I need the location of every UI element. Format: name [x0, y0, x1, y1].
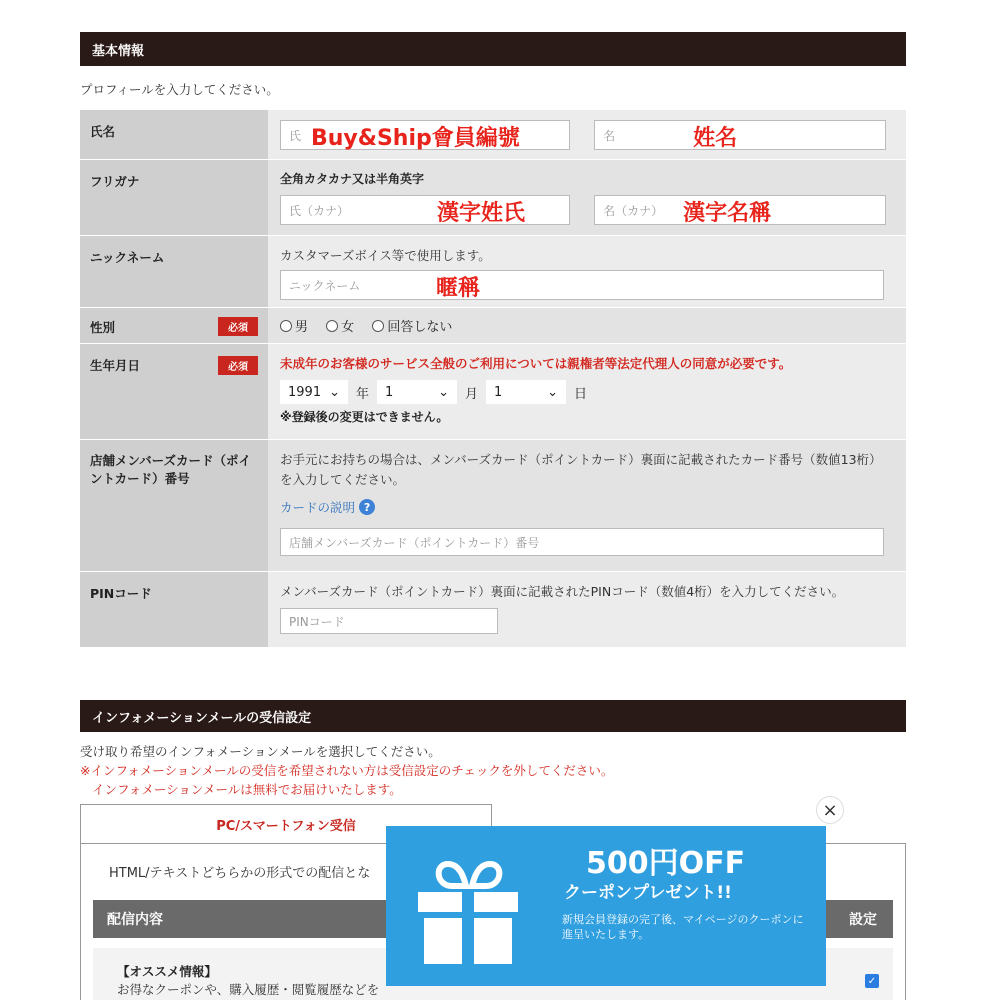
radio-circle-icon	[280, 320, 292, 332]
furigana-note: 全角カタカナ又は半角英字	[280, 172, 425, 186]
required-badge: 必須	[218, 317, 258, 336]
mei-placeholder: 名	[603, 128, 616, 143]
label-birthday: 生年月日	[90, 358, 141, 373]
radio-circle-icon	[326, 320, 338, 332]
row-gender	[80, 308, 906, 344]
section-title-text: インフォメーションメールの受信設定	[92, 710, 312, 726]
nickname-note: カスタマーズボイス等で使用します。	[280, 248, 491, 263]
card-note: お手元にお持ちの場合は、メンバーズカード（ポイントカード）裏面に記載されたカード番号（数値13桁）を入力してください。	[280, 452, 882, 487]
mei-kana-overlay-annotation: 漢字名稱	[683, 201, 772, 226]
section-title-text: 基本情報	[92, 43, 145, 59]
pin-note: メンバーズカード（ポイントカード）裏面に記載されたPINコード（数値4桁）を入力してください。	[280, 584, 845, 599]
pin-placeholder: PINコード	[289, 614, 345, 629]
gift-icon	[416, 856, 520, 966]
radio-circle-icon	[372, 320, 384, 332]
mei-input[interactable]	[594, 120, 886, 150]
label-name: 氏名	[80, 110, 268, 159]
label-nickname: ニックネーム	[80, 236, 268, 307]
birth-day-select[interactable]: 1 ⌄	[486, 380, 566, 404]
nickname-placeholder: ニックネーム	[289, 278, 361, 293]
mail-line2: ※インフォメーションメールの受信を希望されない方は受信設定のチェックを外してください。	[80, 763, 614, 778]
gender-radio-male[interactable]: 男	[280, 316, 308, 335]
row-card	[80, 440, 906, 572]
card-help-link[interactable]: カードの説明 ?	[280, 498, 375, 516]
mail-format-desc: HTML/テキストどちらかの形式での配信とな	[109, 866, 371, 881]
sei-overlay-annotation: Buy&Ship會員編號	[311, 126, 520, 151]
chevron-down-icon: ⌄	[547, 384, 559, 400]
promo-subtitle: クーポンプレゼント!!	[564, 883, 732, 903]
item-desc: お得なクーポンや、購入履歴・閲覧履歴などを	[117, 982, 380, 997]
pin-input[interactable]	[280, 608, 498, 634]
row-name	[80, 110, 906, 160]
header-setting: 設定	[849, 912, 877, 928]
gender-radio-no-answer[interactable]: 回答しない	[372, 316, 452, 335]
label-gender: 性別	[90, 320, 116, 335]
row-birthday	[80, 344, 906, 440]
tab-pc-smartphone[interactable]: PC/スマートフォン受信	[80, 804, 492, 844]
item-title: 【オススメ情報】	[117, 964, 217, 979]
sei-kana-overlay-annotation: 漢字姓氏	[437, 201, 526, 226]
row-pin	[80, 572, 906, 648]
section-intro: プロフィールを入力してください。	[80, 82, 279, 97]
birth-month-select[interactable]: 1 ⌄	[377, 380, 457, 404]
profile-form	[80, 110, 906, 648]
section-title-mail	[80, 700, 906, 732]
day-unit: 日	[574, 386, 588, 402]
birthday-note: ※登録後の変更はできません。	[280, 410, 449, 424]
subscribe-checkbox[interactable]: ✓	[865, 974, 879, 988]
card-number-input[interactable]	[280, 528, 884, 556]
month-unit: 月	[465, 386, 479, 402]
sei-placeholder: 氏	[289, 128, 302, 143]
chevron-down-icon: ⌄	[438, 384, 450, 400]
row-furigana	[80, 160, 906, 236]
promo-desc: 新規会員登録の完了後、マイページのクーポンに進呈いたします。	[562, 913, 804, 941]
mail-line1: 受け取り希望のインフォメーションメールを選択してください。	[80, 744, 441, 759]
birth-year-select[interactable]: 1991 ⌄	[280, 380, 348, 404]
required-badge: 必須	[218, 356, 258, 375]
year-unit: 年	[356, 386, 370, 402]
label-card: 店舗メンバーズカード（ポイントカード）番号	[80, 440, 268, 571]
sei-kana-placeholder: 氏（カナ）	[289, 203, 350, 218]
nickname-input[interactable]	[280, 270, 884, 300]
mei-kana-placeholder: 名（カナ）	[603, 203, 664, 218]
row-nickname	[80, 236, 906, 308]
mei-kana-input[interactable]	[594, 195, 886, 225]
question-icon: ?	[359, 499, 375, 515]
promo-title: 500円OFF	[586, 846, 746, 881]
sei-input[interactable]	[280, 120, 570, 150]
gender-radio-female[interactable]: 女	[326, 316, 354, 335]
label-furigana: フリガナ	[80, 160, 268, 235]
nickname-overlay-annotation: 暱稱	[436, 276, 481, 301]
section-title-basic	[80, 32, 906, 66]
label-pin: PINコード	[80, 572, 268, 647]
birthday-notice: 未成年のお客様のサービス全般のご利用については親権者等法定代理人の同意が必要です。	[280, 356, 792, 371]
chevron-down-icon: ⌄	[329, 384, 340, 400]
mail-table-header: 配信内容 設定	[93, 900, 893, 938]
sei-kana-input[interactable]	[280, 195, 570, 225]
card-number-placeholder: 店舗メンバーズカード（ポイントカード）番号	[289, 535, 540, 550]
close-icon[interactable]: ×	[816, 796, 844, 824]
coupon-popup[interactable]	[386, 826, 826, 986]
mail-line3: インフォメーションメールは無料でお届けいたします。	[92, 782, 402, 797]
mei-overlay-annotation: 姓名	[693, 126, 738, 151]
